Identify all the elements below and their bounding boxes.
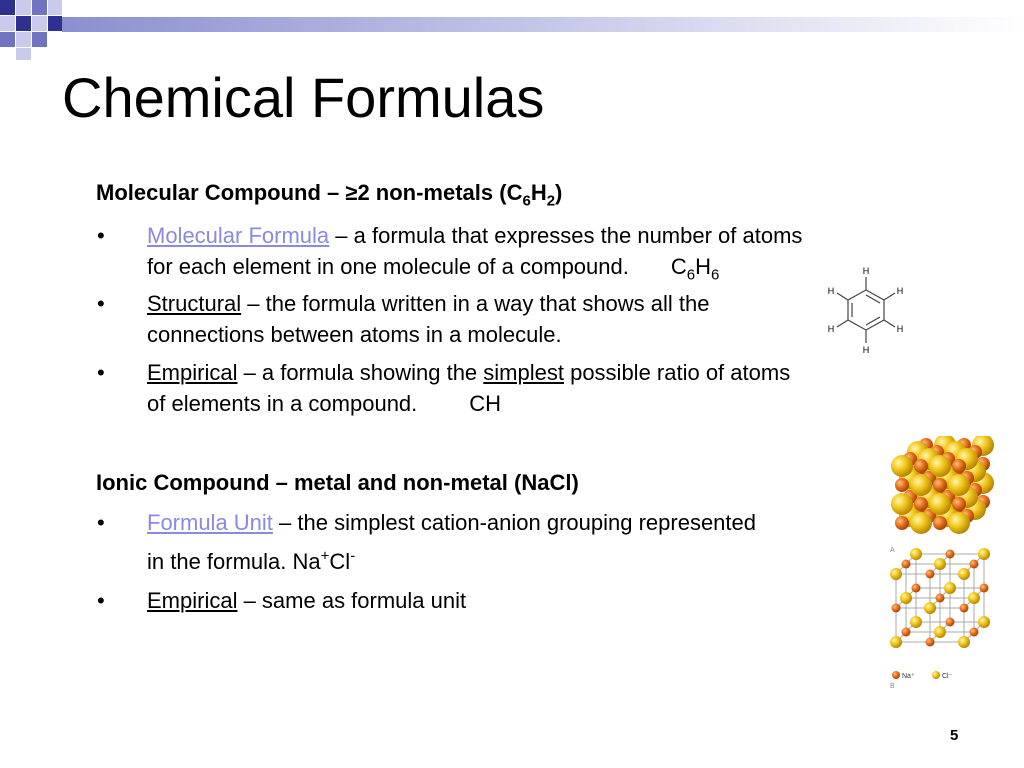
sodium-ion	[946, 618, 955, 627]
empirical-term: Empirical	[147, 588, 238, 613]
molecular-formula-item: Molecular Formula – a formula that expresses the number of atoms for each element in one molecule of a compound. $C_6H_6$	[147, 223, 803, 284]
title-gradient-bar	[62, 17, 1024, 32]
nacl-lattice-model	[884, 548, 996, 690]
svg-text:H: H	[896, 286, 904, 296]
svg-text:H: H	[862, 266, 870, 276]
svg-text:H: H	[862, 345, 870, 355]
sodium-ion	[892, 604, 901, 613]
sodium-ion	[914, 497, 928, 511]
chloride-ion	[890, 636, 902, 648]
chloride-ion	[891, 493, 913, 515]
svg-text:Na⁺: Na⁺	[902, 673, 915, 680]
benzene-formula: $C_6H_6$	[670, 254, 720, 284]
sodium-ion	[926, 638, 935, 647]
sodium-ion	[895, 516, 909, 530]
empirical-term: Empirical	[147, 360, 238, 385]
svg-text:Cl⁻: Cl⁻	[942, 673, 953, 680]
chloride-ion	[968, 592, 980, 604]
chloride-ion	[944, 582, 956, 594]
sodium-ion	[952, 497, 966, 511]
chloride-ion	[934, 558, 946, 570]
benzene-structure-diagram	[820, 262, 915, 357]
page-number: 5	[950, 727, 959, 744]
formula-unit-link[interactable]: Formula Unit	[147, 510, 273, 535]
bullet-marker: •	[97, 510, 105, 535]
sodium-ion	[952, 459, 966, 473]
chloride-ion	[890, 568, 902, 580]
chloride-ion	[929, 455, 951, 477]
chloride-ion	[910, 474, 932, 496]
empirical-example: CH	[469, 391, 502, 416]
empirical-formula-item: Empirical – a formula showing the simplest possible ratio of atoms of elements in a compound. CH	[147, 360, 791, 416]
sodium-ion	[926, 570, 935, 579]
structural-formula-item: Structural – the formula written in a way that shows all the connections between atoms in a molecule.	[147, 291, 710, 347]
sodium-ion	[933, 516, 947, 530]
chloride-ion	[978, 548, 990, 560]
simplest-emphasis: simplest	[483, 360, 564, 385]
chloride-ion	[910, 616, 922, 628]
chloride-ion	[900, 592, 912, 604]
sodium-ion	[902, 628, 911, 637]
sodium-ion	[902, 560, 911, 569]
ionic-compound-heading: Ionic Compound – metal and non-metal (NaCl)	[96, 470, 579, 495]
ionic-empirical-item: Empirical – same as formula unit	[147, 588, 467, 613]
chloride-ion	[910, 512, 932, 534]
sodium-ion	[936, 594, 945, 603]
chloride-ion	[910, 548, 922, 560]
chloride-ion	[891, 455, 913, 477]
sodium-ion	[912, 584, 921, 593]
sodium-ion	[960, 604, 969, 613]
slide-title: Chemical Formulas	[62, 66, 545, 129]
structural-term: Structural	[147, 291, 242, 316]
sodium-ion	[980, 584, 989, 593]
chloride-ion	[934, 626, 946, 638]
chloride-ion	[929, 493, 951, 515]
chloride-ion	[948, 512, 970, 534]
svg-text:H: H	[896, 324, 904, 334]
sodium-ion	[970, 560, 979, 569]
bullet-marker: •	[97, 291, 105, 316]
chloride-ion	[978, 616, 990, 628]
svg-text:H: H	[827, 286, 835, 296]
bullet-marker: •	[97, 223, 105, 248]
nacl-crystal-model	[884, 436, 996, 554]
chloride-ion	[958, 636, 970, 648]
bullet-marker: •	[97, 360, 105, 385]
sodium-ion	[895, 478, 909, 492]
chloride-ion	[924, 602, 936, 614]
molecular-formula-link[interactable]: Molecular Formula	[147, 223, 330, 248]
bullet-marker: •	[97, 588, 105, 613]
sodium-ion	[933, 478, 947, 492]
sodium-ion	[970, 628, 979, 637]
formula-unit-item: Formula Unit – the simplest cation-anion grouping represented in the formula. Na+Cl-	[147, 510, 756, 574]
chloride-ion	[958, 568, 970, 580]
svg-text:B: B	[890, 683, 895, 690]
svg-text:A: A	[890, 547, 895, 554]
svg-text:H: H	[827, 324, 835, 334]
sodium-ion	[914, 459, 928, 473]
chloride-ion	[948, 474, 970, 496]
molecular-compound-heading: Molecular Compound – ≥2 non-metals $(C_6H_2)$	[96, 180, 563, 210]
sodium-ion	[946, 550, 955, 559]
